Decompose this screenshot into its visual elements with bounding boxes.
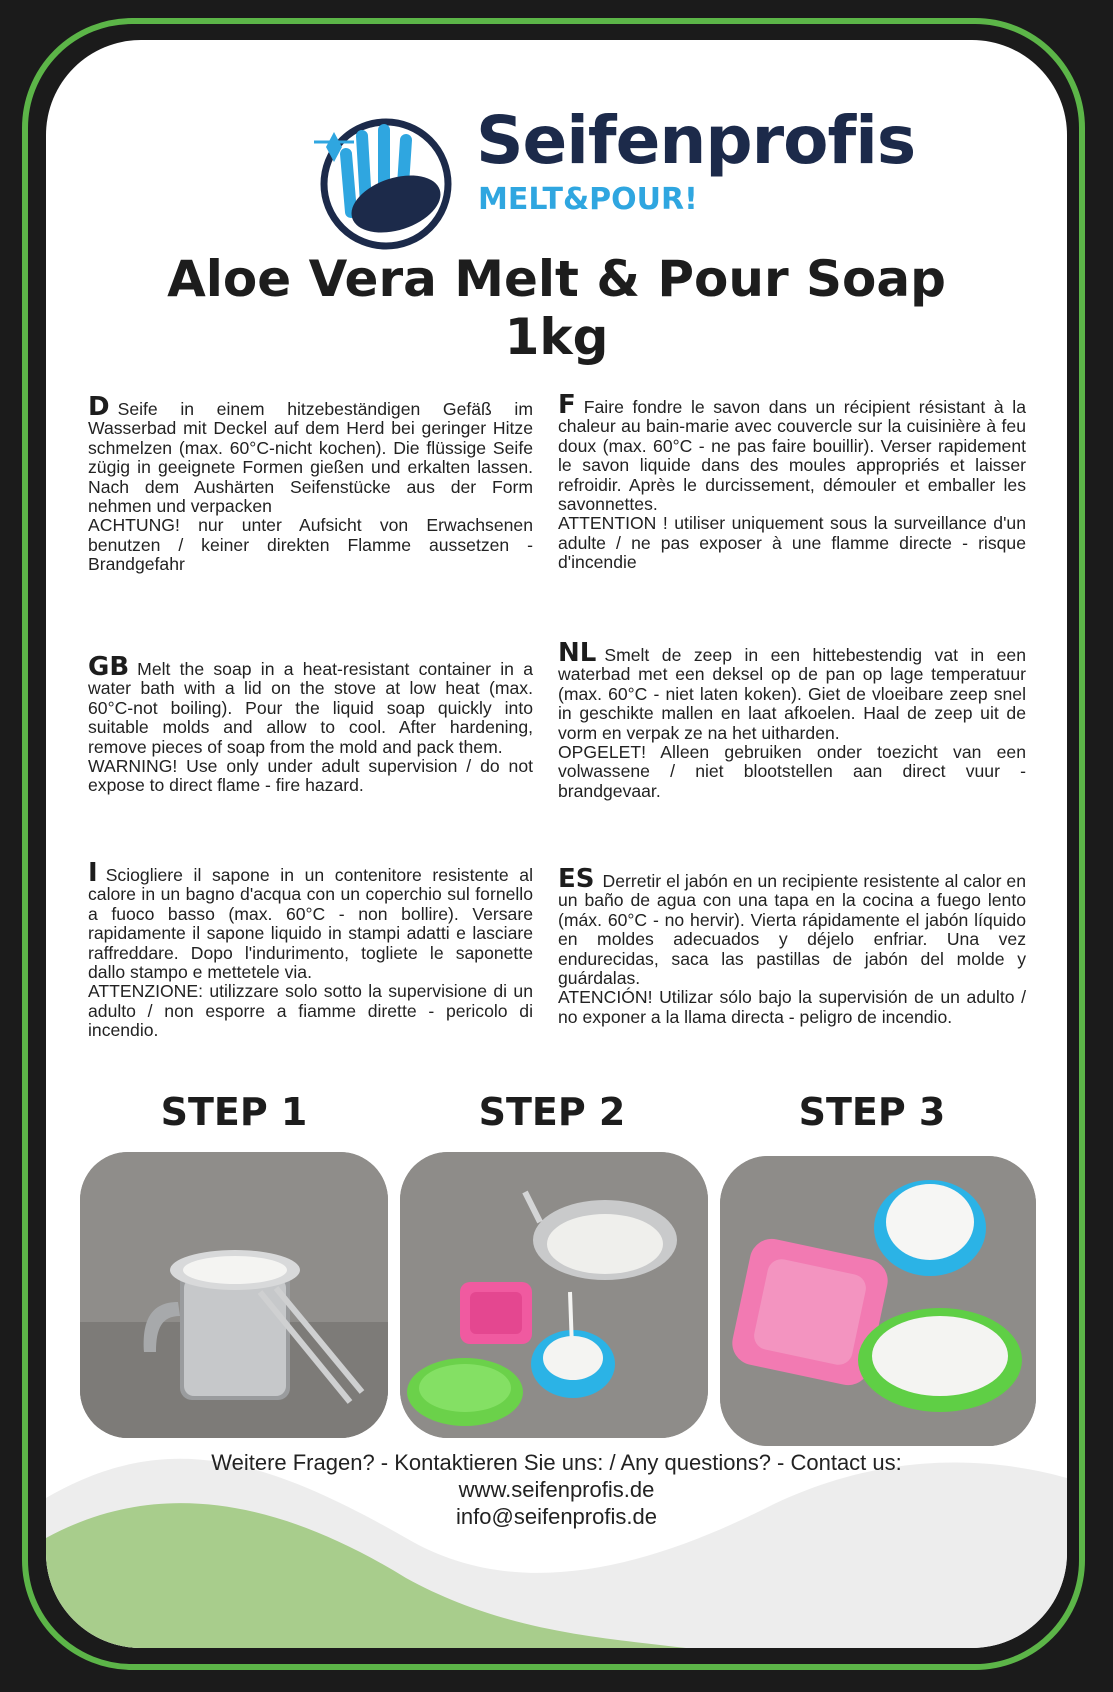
instruction-text: Melt the soap in a heat-resistant container in a water bath with a lid on the stove at low heat (max. 60°C-not boiling). Pour the liquid soap quickly into suitable molds and allow to cool. After hardening, remove pieces of soap from the mold and pack them.	[88, 659, 533, 757]
language-code: ES	[558, 864, 595, 894]
contact-website[interactable]: www.seifenprofis.de	[458, 1477, 655, 1502]
contact-prompt: Weitere Fragen? - Kontaktieren Sie uns: / Any questions? - Contact us:	[211, 1450, 902, 1475]
step-1-photo-melting-pot	[80, 1152, 388, 1438]
instruction-text: Sciogliere il sapone in un contenitore resistente al calore in un bagno d'acqua con un coperchio sul fornello a fuoco basso (max. 60°C - non bollire). Versare rapidamente il sapone liquido in stampi adatti e lasciare raffreddare. Dopo l'indurimento, togliete le saponette dallo stampo e mettetele via.	[88, 865, 533, 983]
instruction-block-de	[88, 392, 533, 575]
product-title-line2: 1kg	[504, 308, 609, 366]
label-card	[46, 40, 1067, 1648]
language-code: D	[88, 392, 110, 422]
instruction-block-fr	[558, 390, 1026, 573]
instruction-block-nl	[558, 638, 1026, 801]
instruction-warning: OPGELET! Alleen gebruiken onder toezicht van een volwassene / niet blootstellen aan direct vuur - brandgevaar.	[558, 742, 1026, 801]
instruction-block-gb	[88, 652, 533, 796]
instruction-warning: ATTENZIONE: utilizzare solo sotto la supervisione di un adulto / non esporre a fiamme dirette - pericolo di incendio.	[88, 981, 533, 1041]
step-2-heading: STEP 2	[478, 1090, 626, 1134]
brand-name: Seifenprofis	[476, 102, 916, 179]
language-code: NL	[558, 638, 597, 668]
step-3-heading: STEP 3	[798, 1090, 946, 1134]
brand-tagline: MELT&POUR!	[478, 182, 698, 217]
instruction-text: Seife in einem hitzebeständigen Gefäß im Wasserbad mit Deckel auf dem Herd bei geringer Hitze schmelzen (max. 60°C-nicht kochen). Die flüssige Seife zügig in geeignete Formen gießen und erkalten lassen. Nach dem Aushärten Seifenstücke aus der Form nehmen und verpacken	[88, 399, 533, 517]
language-code: GB	[88, 652, 130, 682]
instruction-warning: ATTENTION ! utiliser uniquement sous la surveillance d'un adulte / ne pas exposer à une flamme directe - risque d'incendie	[558, 513, 1026, 573]
brand-logo	[296, 92, 916, 262]
instruction-text: Faire fondre le savon dans un récipient résistant à la chaleur au bain-marie avec couvercle sur la cuisinière à feu doux (max. 60°C - ne pas faire bouillir). Verser rapidement le savon liquide dans des moules appropriés et laisser refroidir. Après le durcissement, démouler et emballer les savonnettes.	[558, 397, 1026, 515]
hand-soap-icon	[296, 92, 476, 262]
language-code: I	[88, 858, 98, 888]
product-title-line1: Aloe Vera Melt & Pour Soap	[167, 250, 946, 308]
step-3-photo-finished-soaps	[720, 1156, 1036, 1446]
contact-email[interactable]: info@seifenprofis.de	[456, 1504, 657, 1529]
instruction-text: Derretir el jabón en un recipiente resistente al calor en un baño de agua con una tapa en la cocina a fuego lento (máx. 60°C - no hervir). Vierta rápidamente el jabón líquido en moldes adecuados y déjelo enfriar. Una vez endurecidas, saca las pastillas de jabón del molde y guárdalas.	[558, 871, 1026, 989]
instruction-block-es	[558, 864, 1026, 1027]
instruction-warning: ATENCIÓN! Utilizar sólo bajo la supervisión de un adulto / no exponer a la llama directa - peligro de incendio.	[558, 987, 1026, 1027]
instruction-warning: WARNING! Use only under adult supervision / do not expose to direct flame - fire hazard.	[88, 756, 533, 796]
instruction-text: Smelt de zeep in een hittebestendig vat in een waterbad met een deksel op de pan op lage temperatuur (max. 60°C - niet laten koken). Giet de vloeibare zeep snel in geschikte mallen en laat afkoelen. Haal de zeep uit de vorm en verpak ze na het uitharden.	[558, 645, 1026, 743]
step-1-heading: STEP 1	[160, 1090, 308, 1134]
instruction-block-it	[88, 858, 533, 1041]
step-2-photo-pouring	[400, 1152, 708, 1438]
language-code: F	[558, 390, 576, 420]
instruction-warning: ACHTUNG! nur unter Aufsicht von Erwachsenen benutzen / keiner direkten Flamme aussetzen - Brandgefahr	[88, 515, 533, 575]
product-title	[46, 250, 1067, 366]
